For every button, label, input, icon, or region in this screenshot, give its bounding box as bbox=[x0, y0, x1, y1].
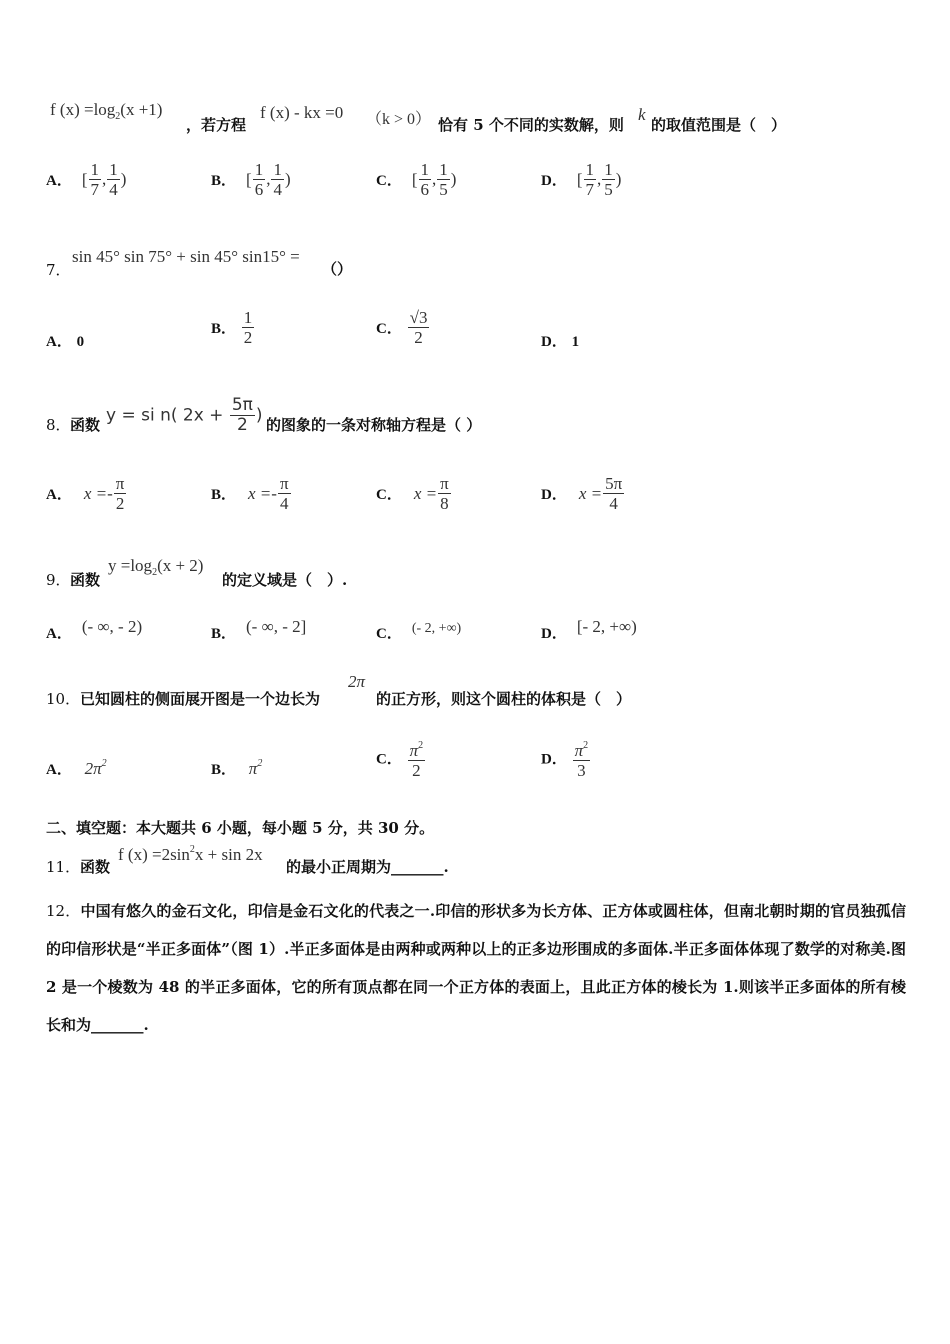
q8-frac-den: 2 bbox=[236, 415, 248, 435]
q6-frac-b-num: 1 bbox=[273, 160, 282, 179]
q6-frac-a-den: 6 bbox=[420, 180, 430, 199]
q7-number: 7． bbox=[46, 261, 71, 279]
q6-frac-a-num: 1 bbox=[254, 160, 264, 179]
q6-frac-b-den: 5 bbox=[439, 180, 448, 199]
q7-option-b-label: B． bbox=[211, 321, 237, 337]
q6-frac-a-den: 7 bbox=[90, 180, 100, 199]
q6-frac-b-num: 1 bbox=[109, 160, 118, 179]
q10-c-den: 2 bbox=[412, 761, 421, 780]
q10-option-c-frac bbox=[408, 736, 426, 780]
q8-option-lhs: x =- bbox=[248, 483, 277, 503]
q6-func-base: 2 bbox=[115, 111, 121, 122]
q6-option-rbracket: ) bbox=[284, 169, 291, 189]
q8-close-paren: ) bbox=[255, 405, 263, 426]
q9-option-value: (- ∞, - 2) bbox=[81, 617, 143, 636]
q12-text: 中国有悠久的金石文化，印信是金石文化的代表之一.印信的形状多为长方体、正方体或圆柱体，但南北朝时期的官员独孤信的印信形状是“半正多面体”（图 1）.半正多面体是由两种或两种以上的正多边形围成的多面体.半正多面体体现了数学的对称美.图 2 是一个棱数为 48 的半正多面体，它的所有顶点都在同一个正方体的表面上，且此正方体的棱长为 1.则该半正多面体的所有棱长和为_______. bbox=[46, 902, 906, 1034]
q9-func-arg: (x + 2) bbox=[157, 556, 204, 575]
q10-b-exp: 2 bbox=[257, 758, 263, 769]
q10-c-num bbox=[408, 736, 426, 761]
q9-function bbox=[108, 556, 203, 578]
q10-option-b-label: B． bbox=[211, 762, 237, 778]
q8-func-text: y = si n( 2x + bbox=[106, 405, 224, 426]
q9-func-base: 2 bbox=[152, 567, 158, 578]
q11-pre: 函数 bbox=[80, 858, 111, 876]
q9-tail: 的定义域是（ ）. bbox=[222, 571, 348, 589]
q6-func-text: f (x) =log bbox=[50, 100, 116, 119]
q9-option-b[interactable] bbox=[211, 617, 307, 643]
q7-option-b-frac bbox=[242, 308, 255, 347]
q10-a-base: 2π bbox=[84, 759, 102, 778]
q8-option-a[interactable] bbox=[46, 474, 127, 513]
q8-frac-num: 5π bbox=[231, 395, 253, 415]
q6-option-frac-b bbox=[107, 160, 120, 199]
q8-tail: 的图象的一条对称轴方程是（ ） bbox=[266, 416, 482, 434]
q9-option-value: (- ∞, - 2] bbox=[246, 617, 307, 636]
q6-frac-a-num: 1 bbox=[585, 160, 595, 179]
q6-option-lbracket: [ bbox=[246, 169, 252, 189]
q11-function bbox=[118, 844, 263, 865]
q7-b-den: 2 bbox=[243, 328, 253, 347]
q10-value: 2π bbox=[348, 672, 366, 691]
q6-frac-a-den: 7 bbox=[585, 180, 595, 199]
q6-option-label: B． bbox=[211, 173, 237, 189]
q7-option-d[interactable] bbox=[541, 330, 579, 351]
q9-option-value: (- 2, +∞) bbox=[411, 621, 462, 636]
q6-option-frac-b bbox=[437, 160, 450, 199]
q6-option-comma: , bbox=[102, 169, 107, 189]
q6-option-frac-a bbox=[253, 160, 266, 199]
q8-option-label: A． bbox=[46, 487, 72, 503]
q9-option-a[interactable] bbox=[46, 617, 143, 643]
q10-d-exp: 2 bbox=[583, 740, 589, 751]
q10-option-a-expr bbox=[85, 759, 107, 778]
q8-option-lhs: x = bbox=[578, 483, 603, 503]
q9-stem bbox=[46, 556, 546, 589]
q10-option-c-label: C． bbox=[376, 751, 402, 768]
q9-option-label: C． bbox=[376, 626, 402, 642]
q7-c-den: 2 bbox=[414, 328, 423, 347]
q6-option-c[interactable] bbox=[376, 160, 456, 199]
q11-stem bbox=[46, 842, 546, 876]
q8-number: 8． bbox=[46, 416, 71, 434]
q8-option-frac bbox=[438, 474, 451, 513]
q10-stem bbox=[46, 672, 696, 706]
q7-option-c-frac bbox=[408, 308, 430, 347]
q10-d-pi: π bbox=[574, 741, 584, 760]
q8-pre: 函数 bbox=[70, 416, 101, 434]
q10-option-c[interactable] bbox=[376, 736, 426, 780]
q9-pre: 函数 bbox=[70, 571, 101, 589]
q7-option-b[interactable] bbox=[211, 308, 255, 347]
q7-c-num: √3 bbox=[409, 308, 428, 327]
q10-c-exp: 2 bbox=[418, 740, 424, 751]
q6-option-frac-a bbox=[419, 160, 432, 199]
q8-option-den: 2 bbox=[115, 494, 125, 513]
q6-option-frac-b bbox=[602, 160, 615, 199]
q10-pre: 已知圆柱的侧面展开图是一个边长为 bbox=[80, 690, 321, 708]
q9-func-text: y =log bbox=[108, 556, 153, 575]
q6-option-rbracket: ) bbox=[450, 169, 457, 189]
q10-option-b[interactable] bbox=[211, 758, 262, 779]
q6-frac-b-den: 5 bbox=[604, 180, 613, 199]
q8-function bbox=[106, 396, 263, 435]
q7-option-a-value: 0 bbox=[76, 334, 85, 350]
q6-option-comma: , bbox=[432, 169, 437, 189]
q6-option-lbracket: [ bbox=[81, 169, 88, 189]
q8-option-num: π bbox=[115, 474, 125, 493]
q11-func-part2: x + sin 2x bbox=[194, 845, 263, 864]
q7-option-d-value: 1 bbox=[571, 334, 580, 350]
q6-option-frac-b bbox=[271, 160, 284, 199]
q10-option-b-expr bbox=[249, 759, 263, 778]
q8-option-d[interactable] bbox=[541, 474, 625, 513]
q6-function bbox=[50, 100, 162, 122]
q6-frac-b-num: 1 bbox=[604, 160, 613, 179]
q6-frac-b-den: 4 bbox=[273, 180, 282, 199]
q6-option-frac-a bbox=[89, 160, 102, 199]
q6-option-a[interactable] bbox=[46, 160, 126, 199]
q6-option-lbracket: [ bbox=[576, 169, 583, 189]
q9-option-d[interactable] bbox=[541, 617, 637, 643]
q12-number: 12． bbox=[46, 902, 81, 920]
q10-option-d-label: D． bbox=[541, 751, 567, 768]
q6-text1: ，若方程 bbox=[186, 116, 247, 134]
q8-option-frac bbox=[114, 474, 127, 513]
q6-frac-a-num: 1 bbox=[420, 160, 430, 179]
q10-d-den: 3 bbox=[577, 761, 586, 780]
q7-option-c-label: C． bbox=[376, 321, 402, 337]
q10-option-d[interactable] bbox=[541, 736, 591, 780]
q10-c-pi: π bbox=[409, 741, 419, 760]
q6-equation: f (x) - kx =0 bbox=[260, 103, 344, 122]
q7-option-d-label: D． bbox=[541, 334, 567, 350]
q10-d-num bbox=[573, 736, 591, 761]
q6-option-label: A． bbox=[46, 173, 72, 189]
q6-option-comma: , bbox=[597, 169, 602, 189]
q6-option-label: D． bbox=[541, 173, 567, 189]
q10-tail: 的正方形，则这个圆柱的体积是（ ） bbox=[376, 690, 632, 708]
q9-option-value: [- 2, +∞) bbox=[576, 617, 637, 636]
q10-a-exp: 2 bbox=[101, 758, 107, 769]
q7-stem bbox=[46, 245, 446, 279]
q6-option-frac-a bbox=[584, 160, 597, 199]
q6-frac-b-num: 1 bbox=[439, 160, 448, 179]
q8-option-frac bbox=[278, 474, 291, 513]
q6-option-d[interactable] bbox=[541, 160, 621, 199]
q7-expression: sin 45° sin 75° + sin 45° sin15° = bbox=[72, 247, 300, 266]
q7-option-a[interactable] bbox=[46, 330, 84, 351]
q6-option-rbracket: ) bbox=[120, 169, 127, 189]
q8-func-frac bbox=[230, 396, 255, 435]
q6-option-rbracket: ) bbox=[615, 169, 622, 189]
q11-func-part1: f (x) =2sin bbox=[118, 845, 190, 864]
q6-frac-a-den: 6 bbox=[254, 180, 264, 199]
q6-text3: 的取值范围是（ ） bbox=[651, 116, 787, 134]
q11-tail: 的最小正周期为_______. bbox=[286, 858, 449, 876]
q8-option-label: B． bbox=[211, 487, 237, 503]
q11-func-exp: 2 bbox=[189, 844, 195, 855]
q6-frac-a-num: 1 bbox=[90, 160, 100, 179]
q8-option-c[interactable] bbox=[376, 474, 452, 513]
q10-number: 10． bbox=[46, 690, 81, 708]
q8-option-den: 4 bbox=[280, 494, 289, 513]
q9-option-label: D． bbox=[541, 626, 567, 642]
q8-option-lhs: x =- bbox=[83, 483, 113, 503]
q8-option-num: π bbox=[279, 474, 289, 493]
q9-option-label: A． bbox=[46, 626, 72, 642]
q8-option-b[interactable] bbox=[211, 474, 292, 513]
q6-condition: （k > 0） bbox=[366, 111, 432, 128]
q6-option-b[interactable] bbox=[211, 160, 291, 199]
q8-option-den: 4 bbox=[609, 494, 618, 513]
q7-option-a-label: A． bbox=[46, 334, 72, 350]
q12-paragraph bbox=[46, 892, 906, 1044]
q9-option-label: B． bbox=[211, 626, 237, 642]
q8-option-lhs: x = bbox=[413, 483, 438, 503]
q9-number: 9． bbox=[46, 571, 71, 589]
q8-option-num: 5π bbox=[605, 474, 623, 493]
q10-option-d-frac bbox=[573, 736, 591, 780]
q8-option-label: C． bbox=[376, 487, 402, 503]
q7-option-c[interactable] bbox=[376, 308, 430, 347]
q7-tail: （） bbox=[322, 260, 353, 278]
q8-option-label: D． bbox=[541, 487, 567, 503]
q8-option-frac bbox=[603, 474, 624, 513]
q6-option-label: C． bbox=[376, 173, 402, 189]
q6-frac-b-den: 4 bbox=[109, 180, 118, 199]
q8-option-num: π bbox=[440, 474, 449, 493]
q10-option-a[interactable] bbox=[46, 758, 107, 779]
q8-stem bbox=[46, 388, 646, 438]
q6-option-comma: , bbox=[266, 169, 271, 189]
q10-b-base: π bbox=[248, 759, 258, 778]
q10-option-a-label: A． bbox=[46, 762, 72, 778]
q6-option-lbracket: [ bbox=[411, 169, 418, 189]
q6-func-arg: (x +1) bbox=[120, 100, 163, 119]
section-heading: 二、填空题：本大题共 6 小题，每小题 5 分，共 30 分。 bbox=[46, 819, 435, 837]
q11-number: 11． bbox=[46, 858, 81, 876]
q8-option-den: 8 bbox=[440, 494, 449, 513]
q6-k: k bbox=[638, 105, 646, 124]
q7-b-num: 1 bbox=[243, 308, 253, 327]
q6-text2: 恰有 5 个不同的实数解，则 bbox=[438, 116, 624, 134]
q9-option-c[interactable] bbox=[376, 622, 461, 643]
